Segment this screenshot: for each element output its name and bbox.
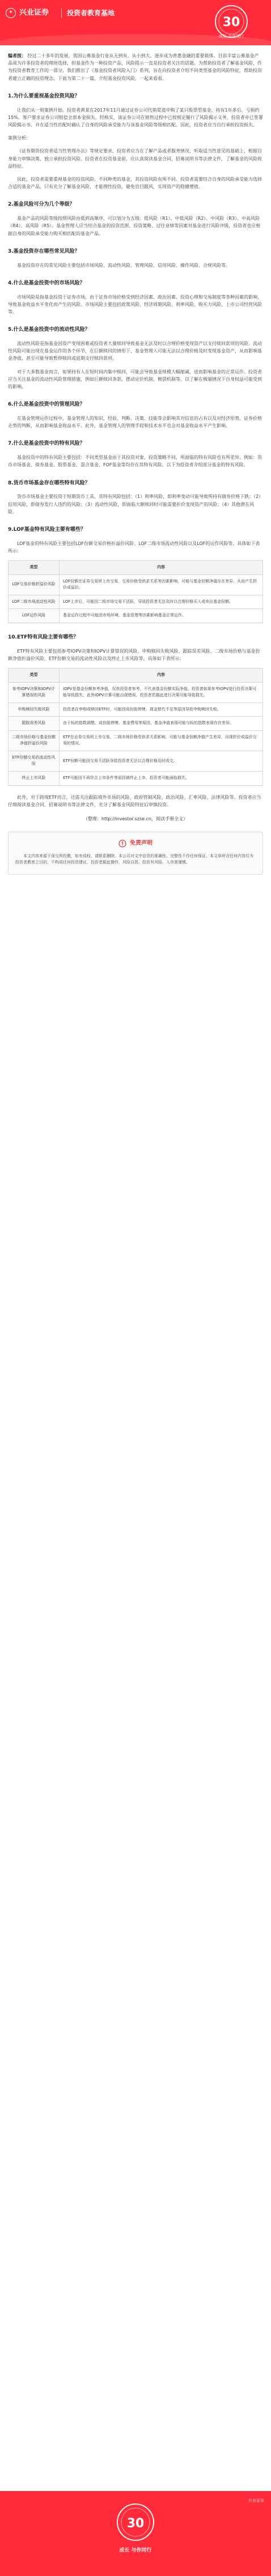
section-2-para: 基金产品的风险等级按照风险由低到高顺序，可以划分为五级：低风险（R1）、中低风险（R2）、中风险（R3）、中高风险（R4）、高风险（R5）。基金管理人应当结合基金的投资范围、投资策略、过往业绩等因素对基金进行风险评级，投资者也应根据自身的风险承受能力购买相匹配的基金产品。 xyxy=(8,216,261,236)
footer-anniversary-number: 30 xyxy=(126,2517,145,2531)
closing-paragraph: 此外，对于跨境ETF而言，还需关注跟踪境外市场的风险、政府管制风险、政治风险、汇率风险、法律风险等。投资者应当仔细阅读基金合同、招募说明书等法律文件，充分了解基金风险特征后审慎投资。 xyxy=(8,794,261,807)
disclaimer-text: 本文内容来源于深交所投教，如有侵权，请联系删除。本公司对文中信息的准确性、完整性不作任何保证。本文章所含任何内容仅为投资者教育之目的，不构成任何投资建议，投资者据此操作，风险自担。投资有风险，入市需谨慎。 xyxy=(15,853,253,865)
section-9-title: 9.LOF基金特有风险主要有哪些？ xyxy=(8,526,86,533)
table-cell: 由于标的指数调整、成份股停牌、基金费用等原因，基金净值表现可能与标的指数表现存在差异。 xyxy=(60,717,263,731)
table-cell: 参考IOPV决策和IOPV计算错误的风险 xyxy=(9,682,60,702)
section-1-para: 因此，投资者需要重视基金的投资风险。不同种类的基金，其投资风险有所不同。投资者需要结合自身的风险承受能力选择合适的基金产品。只有充分了解基金风险，才能理性投资，避免盲目跟风，实现资产的稳健增值。 xyxy=(8,176,262,190)
footer-slogan: 成长 与你同行 xyxy=(119,2548,152,2554)
section-6-para: 在基金管理运作过程中，基金管理人的知识、经验、判断、决策、技能等会影响其对信息的占有以及对经济形势、证券价格走势的判断，从而影响基金收益水平。此外，基金管理人的管理手段和技术水平也会对基金收益水平产生影响。 xyxy=(8,415,262,429)
brand-logo xyxy=(6,7,49,19)
section-1-para: 《证券期货投资者适当性管理办法》等规定要求，投资者应当在了解产品或者服务情况，听取适当性意见的基础上，根据自身能力审慎决策，独立承担投资风险。投资者在投资基金前，应认真阅读基金合同、招募说明书等法律文件，了解基金的风险收益特征。 xyxy=(8,148,262,169)
source-note: （整理：http://investor.szse.cn，阅读手册全文） xyxy=(83,816,188,821)
lof-risk-table xyxy=(8,560,263,623)
table-row xyxy=(9,702,263,717)
table-header-cell: 类型 xyxy=(9,561,60,575)
section-8-para: 货币市场基金主要投资于短期货币工具，其特有风险包括：（1）利率风险，即利率变动可能导致所持有债券价格下跌；（2）信用风险，即债券发行人违约的风险；（3）流动性风险，即面临大额赎回时可能需要折价变现资产的风险；（4）其他潜在风险。 xyxy=(8,494,261,514)
disclaimer-title: 免责声明 xyxy=(130,840,153,847)
footer-anniversary-icon xyxy=(116,2502,155,2542)
header-banner xyxy=(0,0,271,45)
logo-mark-icon: ✦ xyxy=(6,8,16,18)
table-row xyxy=(9,609,263,623)
table-row xyxy=(9,595,263,609)
etf-risk-table xyxy=(8,668,263,785)
table-cell: IOPV是基金份额参考净值，仅供投资者参考，不代表基金份额实际净值。投资者如果参考IOPV进行投资决策可能导致损失，此外IOPV计算可能出现错误，投资者若据此进行决策可能导致损失。 xyxy=(60,682,263,702)
table-row xyxy=(9,751,263,771)
table-cell: 跟踪误差风险 xyxy=(9,717,60,731)
footer-banner xyxy=(0,2491,271,2576)
table-row xyxy=(9,772,263,786)
table-header-cell: 内容 xyxy=(60,561,263,575)
table-header-cell: 内容 xyxy=(60,669,263,683)
table-header-row xyxy=(9,561,263,575)
header-tagline: 投资者教育基地 xyxy=(67,9,115,17)
section-2-title: 2.基金风险可分为几个等级？ xyxy=(8,202,75,208)
table-row xyxy=(9,682,263,702)
anniversary-number: 30 xyxy=(222,15,240,29)
footer-center xyxy=(0,2502,271,2555)
table-cell: ETF在证券交易所上市交易，二级市场价格受供求关系影响，可能与基金份额净值产生差异，出现折价或溢价交易的情况。 xyxy=(60,730,263,751)
table-cell: LOF上市后，可能因二级市场交易不活跃，导致投资者无法及时以合理价格买入或卖出基金份额。 xyxy=(60,595,263,609)
svg-text:30 xyxy=(223,15,240,29)
section-7-para: 基金投资中的特有风险主要包括：不同类型基金由于其投资对象、投资策略不同，所面临的特有风险也有所差异。例如：货币市场基金、债券基金、股票基金、混合基金、FOF基金等均存在其特有风险。以下为投资者介绍部分基金的特有风险。 xyxy=(8,455,262,468)
disclaimer-title-row xyxy=(15,839,256,849)
table-row xyxy=(9,717,263,731)
svg-text:30 xyxy=(127,2517,145,2531)
table-cell: 申购赎回失败风险 xyxy=(9,702,60,717)
section-3-para: 基金投资存在的常见风险主要包括市场风险、流动性风险、管理风险、信用风险、操作风险、合规风险等。 xyxy=(17,262,230,268)
table-cell: 二级市场价格与基金份额净值折溢价风险 xyxy=(9,730,60,751)
section-10-title: 10.ETF特有风险主要有哪些？ xyxy=(8,634,79,640)
disclaimer-box xyxy=(8,832,263,875)
section-1-title: 1.为什么要重视基金投资风险？ xyxy=(8,93,80,99)
case-analysis-label: 案例分析： xyxy=(8,135,31,141)
section-8-title: 8.货币市场基金存在哪些特有风险？ xyxy=(8,480,90,486)
brand-name: 兴业证券 xyxy=(19,8,49,17)
table-cell: 终止上市风险 xyxy=(9,772,60,786)
section-5-para: 对于大多数基金而言，如果持有人在短时间内集中赎回，可能会导致基金规模大幅缩减，进而影响基金的正常运作。投资者应当关注基金的流动性风险管理措施，例如巨额赎回条款、摆动定价机制、侧袋机制等，以了解在极端情况下自身权益可能受到的影响。 xyxy=(8,369,262,389)
table-row xyxy=(9,730,263,751)
intro-text: 经过二十多年的发展，我国公募基金行业从无到有、从小到大，逐步成为普惠金融的重要载体。目前丰富公募基金产品成为许多投资者的理财选择，但基金作为一种投资产品，风险提示一直是投资者关注的话题。为帮助投资者了解基金风险，作为投资者教育工作的一部分，我们推出了《基金投资者风险入门》系列，旨在向投资者介绍不同类型基金的风险特征，帮助投资者建立正确的投资理念。下面为第二十一篇，介绍基金投资风险，一起来看看。 xyxy=(8,53,262,81)
section-6-title: 6.什么是基金投资中的管理风险？ xyxy=(8,402,85,408)
table-cell: 投资者在申购或赎回ETF时，可能因成份股停牌、现金替代不足等原因导致申购赎回失败。 xyxy=(60,702,263,717)
section-5-title: 5.什么是基金投资中的流动性风险？ xyxy=(8,327,90,333)
header-divider xyxy=(61,8,62,18)
table-cell: LOF份额在证券交易所上市交易，交易价格受供求关系等因素影响，可能与基金份额净值存在差异，从而产生折价或溢价。 xyxy=(60,574,263,595)
section-10-para: ETF特有风险主要包括参考IOPV决策和IOPV计算错误的风险、申购赎回失败风险、跟踪误差风险、二级市场价格与基金份额净值折溢价风险、ETF份额交易的流动性风险以及终止上市风险等，具体如下表所示： xyxy=(8,648,260,661)
section-3-title: 3.基金投资存在哪些常见风险？ xyxy=(8,248,80,254)
table-cell: LOF运作风险 xyxy=(9,609,60,623)
section-4-para: 市场风险是指基金投资于证券市场，由于证券市场价格受到经济因素、政治因素、投资心理和交易制度等各种因素的影响，导致基金收益水平变化而产生的风险。市场风险主要包括政策风险、经济周期风险、利率风险、购买力风险、上市公司经营风险等。 xyxy=(8,294,262,314)
section-5-para: 流动性风险是指基金因资产变现困难或投资者大量赎回导致基金无法及时以合理价格变现资产以支付赎回款项的风险。流动性风险可能出现在基金运作的各个环节，在巨额赎回的情形下，基金管理人可能无法以合理价格及时变现基金资产，从而影响基金净值，甚至可能导致暂停赎回或延期支付赎回款项。 xyxy=(8,340,262,361)
section-1-para: 让我们从一则案例开始。投资者黄某在2017年11月通过证券公司代销渠道申购了某只股票型基金，持有1年多后，亏损约15%。客户要求证券公司赔偿全部本金损失。经核实，该证券公司在销售过程中已按规定履行了风险揭示义务，投资者亦已签署风险揭示书、并在适当性匹配时确认了自身的风险承受能力与该基金风险等级相匹配。因此，投资者应当自行承担投资损失。 xyxy=(8,107,263,127)
table-cell: LOF二级市场流动性风险 xyxy=(9,595,60,609)
footer-brand-tag: 兴业证券 xyxy=(248,2498,264,2503)
table-cell: 基金运作过程中可能因市场环境、基金管理等因素影响基金正常运作。 xyxy=(60,609,263,623)
table-cell: ETF可能因不再符合上市条件等原因被终止上市，投资者可能面临损失。 xyxy=(60,772,263,786)
section-9-para: LOF基金的特有风险主要包括LOF份额交易价格折溢价风险、LOF二级市场流动性风险以及LOF的运作风险等，具体如下表所示： xyxy=(8,540,260,553)
disclaimer-icon xyxy=(118,840,126,848)
table-cell: ETF份额交易的流动性风险 xyxy=(9,751,60,771)
section-7-title: 7.什么是基金投资中的特有风险？ xyxy=(8,441,85,447)
table-cell: LOF交易价格折溢价风险 xyxy=(9,574,60,595)
section-4-title: 4.什么是基金投资中的市场风险？ xyxy=(8,280,85,286)
article-content xyxy=(0,45,271,823)
intro-paragraph xyxy=(8,52,263,82)
table-header-row xyxy=(9,669,263,683)
intro-lead: 编者按： xyxy=(8,53,26,58)
table-header-cell: 类型 xyxy=(9,669,60,683)
table-cell: ETF份额可能因交易不活跃导致投资者无法以合理价格及时成交。 xyxy=(60,751,263,771)
table-row xyxy=(9,574,263,595)
anniversary-sub: 成长 与你同行 xyxy=(218,34,244,39)
